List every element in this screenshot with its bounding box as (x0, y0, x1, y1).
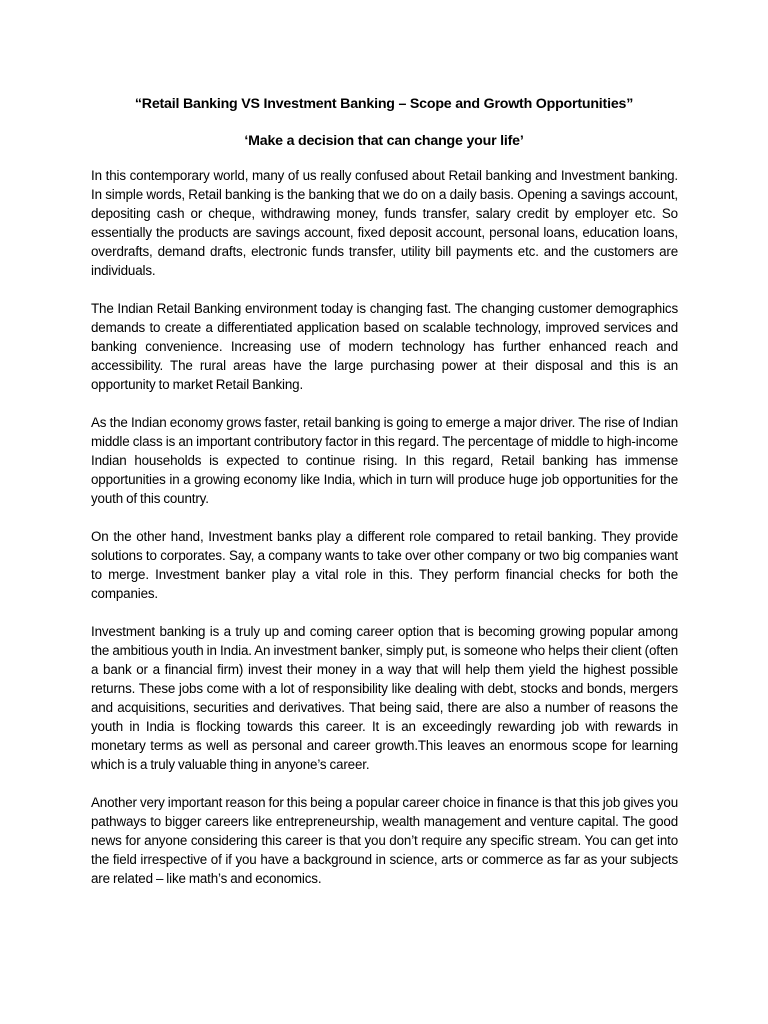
paragraph-career-choice: Another very important reason for this being a popular career choice in finance is that this job gives you pathways to bigger careers like entrepreneurship, wealth management and venture capital. The good news for anyone considering this career is that you don’t require any specific stream. You can get into the field irrespective of if you have a background in science, arts or commerce as far as your subjects are related – like math’s and economics. (91, 795, 678, 886)
document-subtitle: ‘Make a decision that can change your life’ (244, 133, 524, 149)
document-body (91, 166, 678, 907)
paragraph-economy-growth: As the Indian economy grows faster, retail banking is going to emerge a major driver. The rise of Indian middle class is an important contributory factor in this regard. The percentage of middle to high-income Indian households is expected to continue rising. In this regard, Retail banking has immense opportunities in a growing economy like India, which in turn will produce huge job opportunities for the youth of this country. (91, 415, 678, 506)
paragraph-retail-banking-intro: In this contemporary world, many of us really confused about Retail banking and Investment banking. In simple words, Retail banking is the banking that we do on a daily basis. Opening a savings account, depositing cash or cheque, withdrawing money, funds transfer, salary credit by employer etc. So essentially the products are savings account, fixed deposit account, personal loans, education loans, overdrafts, demand drafts, electronic funds transfer, utility bill payments etc. and the customers are individuals. (91, 168, 678, 278)
paragraph-indian-retail-environment: The Indian Retail Banking environment today is changing fast. The changing customer demographics demands to create a differentiated application based on scalable technology, improved services and banking convenience. Increasing use of modern technology has further enhanced reach and accessibility. The rural areas have the large purchasing power at their disposal and this is an opportunity to market Retail Banking. (91, 301, 678, 392)
paragraph-investment-career: Investment banking is a truly up and coming career option that is becoming growing popular among the ambitious youth in India. An investment banker, simply put, is someone who helps their client (often a bank or a financial firm) invest their money in a way that will help them yield the highest possible returns. These jobs come with a lot of responsibility like dealing with debt, stocks and bonds, mergers and acquisitions, securities and derivatives. That being said, there are also a number of reasons the youth in India is flocking towards this career. It is an exceedingly rewarding job with rewards in monetary terms as well as personal and career growth.This leaves an enormous scope for learning which is a truly valuable thing in anyone’s career. (91, 624, 678, 772)
document-title: “Retail Banking VS Investment Banking – Scope and Growth Opportunities” (134, 96, 634, 112)
paragraph-investment-banks-role: On the other hand, Investment banks play a different role compared to retail banking. They provide solutions to corporates. Say, a company wants to take over other company or two big companies want to merge. Investment banker play a vital role in this. They perform financial checks for both the companies. (91, 529, 678, 601)
